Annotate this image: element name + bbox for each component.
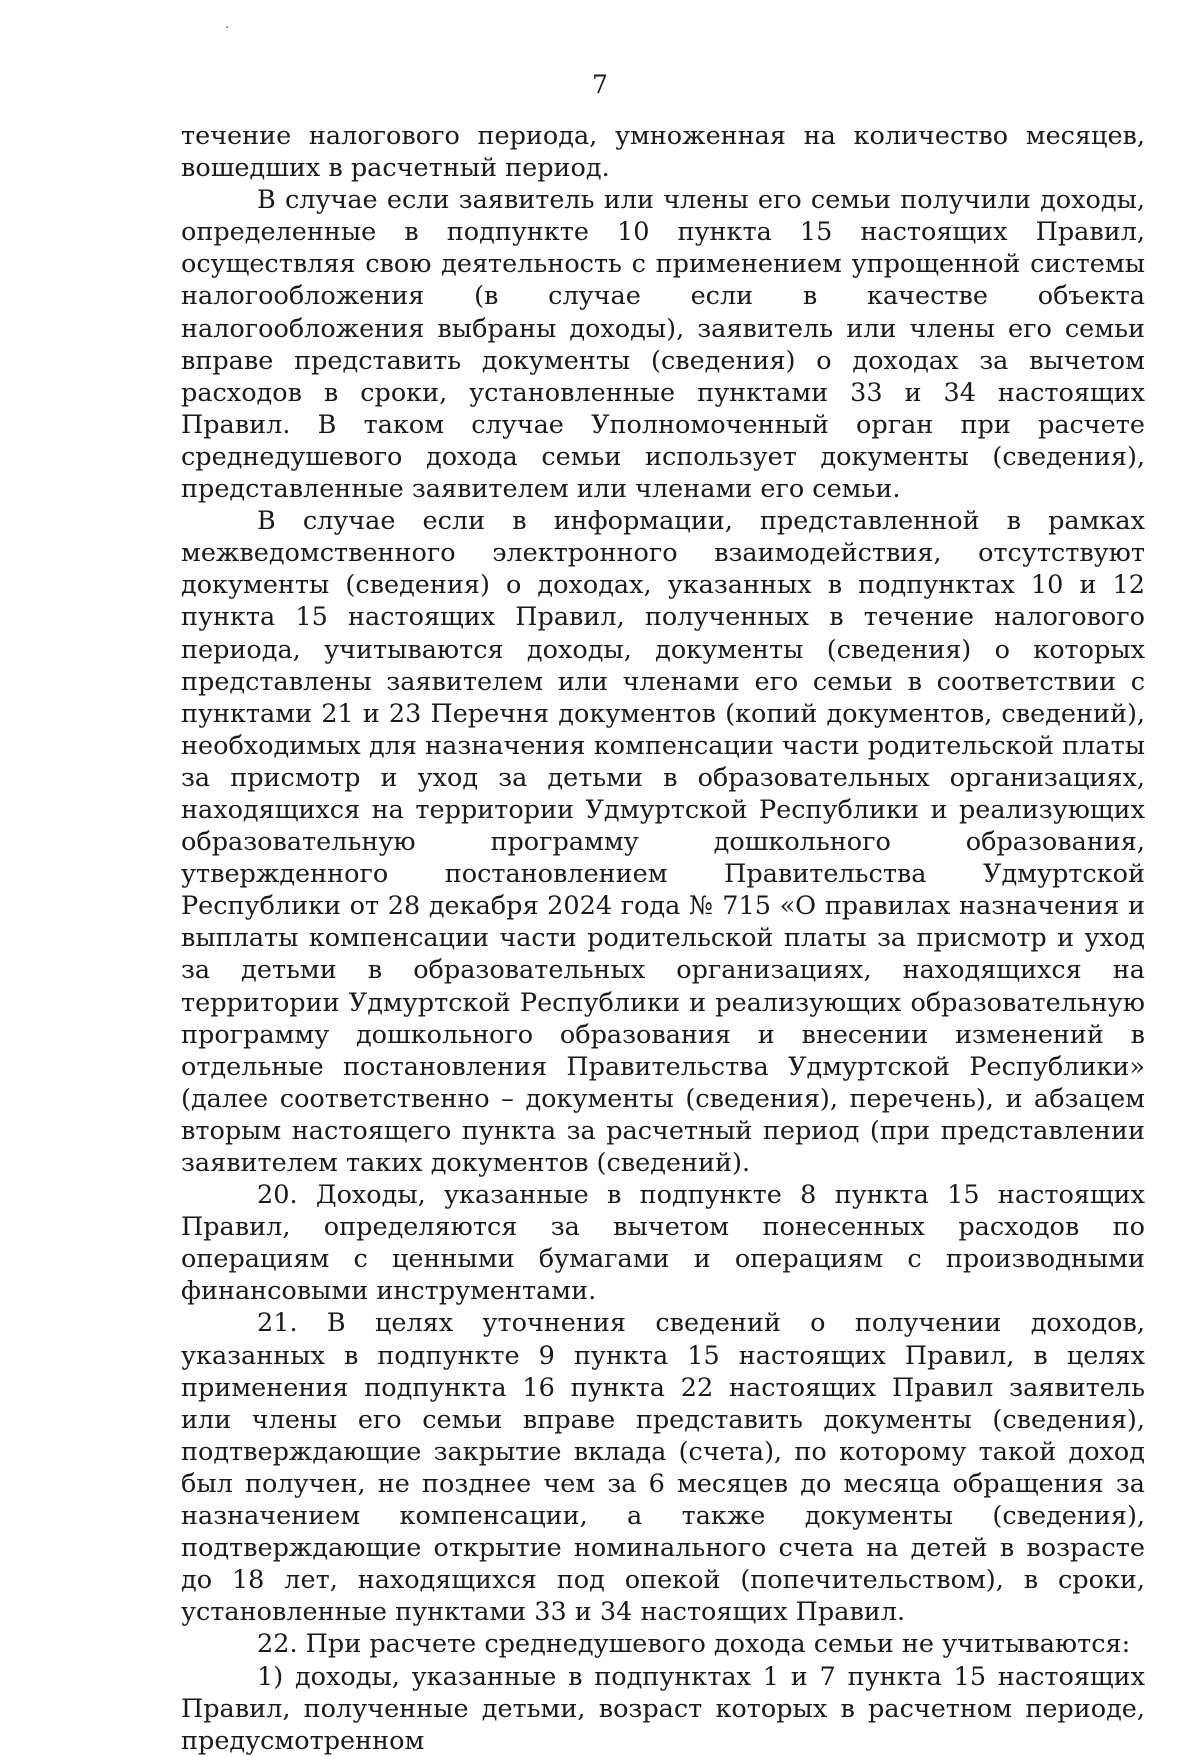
paragraph-item-22: 22. При расчете среднедушевого дохода семьи не учитываются: (257, 1629, 1131, 1660)
paragraph-interagency-info: В случае если в информации, представленной в рамках межведомственного электронного взаимодействия, отсутствуют документы (сведения) о доходах, указанных в подпунктах 10 и 12 пункта 15 настоящих Правил, полученных в течение налогового периода, учитываются доходы, документы (сведения) о которых представлены заявителем или членами его семьи в соответствии с пунктами 21 и 23 Перечня документов (копий документов, сведений), необходимых для назначения компенсации части родительской платы за присмотр и уход за детьми в образовательных организациях, находящихся на территории Удмуртской Республики и реализующих образовательную программу дошкольного образования, утвержденного постановлением Правительства Удмуртской Республики от 28 декабря 2024 года № 715 «О правилах назначения и выплаты компенсации части родительской платы за присмотр и уход за детьми в образовательных организациях, находящихся на территории Удмуртской Республики и реализующих образовательную программу дошкольного образования и внесении изменений в отдельные постановления Правительства Удмуртской Республики» (далее соответственно – документы (сведения), перечень), и абзацем вторым настоящего пункта за расчетный период (при представлении заявителем таких документов (сведений). (181, 506, 1145, 1178)
paragraph-item-21: 21. В целях уточнения сведений о получении доходов, указанных в подпункте 9 пункта 15 настоящих Правил, в целях применения подпункта 16 пункта 22 настоящих Правил заявитель или члены его семьи вправе представить документы (сведения), подтверждающие закрытие вклада (счета), по которому такой доход был получен, не позднее чем за 6 месяцев до месяца обращения за назначением компенсации, а также документы (сведения), подтверждающие открытие номинального счета на детей в возрасте до 18 лет, находящихся под опекой (попечительством), в сроки, установленные пунктами 33 и 34 настоящих Правил. (181, 1308, 1145, 1628)
document-body (181, 120, 1145, 1757)
page-number: 7 (592, 70, 608, 99)
paragraph-continuation: течение налогового периода, умноженная на количество месяцев, вошедших в расчетный период. (181, 121, 1145, 184)
scan-speck (226, 26, 228, 28)
paragraph-subitem-1: 1) доходы, указанные в подпунктах 1 и 7 пункта 15 настоящих Правил, полученные детьми, возраст которых в расчетном периоде, предусмотренном (181, 1661, 1145, 1756)
paragraph-simplified-tax: В случае если заявитель или члены его семьи получили доходы, определенные в подпункте 10 пункта 15 настоящих Правил, осуществляя свою деятельность с применением упрощенной системы налогообложения (в случае если в качестве объекта налогообложения выбраны доходы), заявитель или члены его семьи вправе представить документы (сведения) о доходах за вычетом расходов в сроки, установленные пунктами 33 и 34 настоящих Правил. В таком случае Уполномоченный орган при расчете среднедушевого дохода семьи использует документы (сведения), представленные заявителем или членами его семьи. (181, 185, 1145, 505)
paragraph-item-20: 20. Доходы, указанные в подпункте 8 пункта 15 настоящих Правил, определяются за вычетом понесенных расходов по операциям с ценными бумагами и операциям с производными финансовыми инструментами. (181, 1180, 1145, 1307)
